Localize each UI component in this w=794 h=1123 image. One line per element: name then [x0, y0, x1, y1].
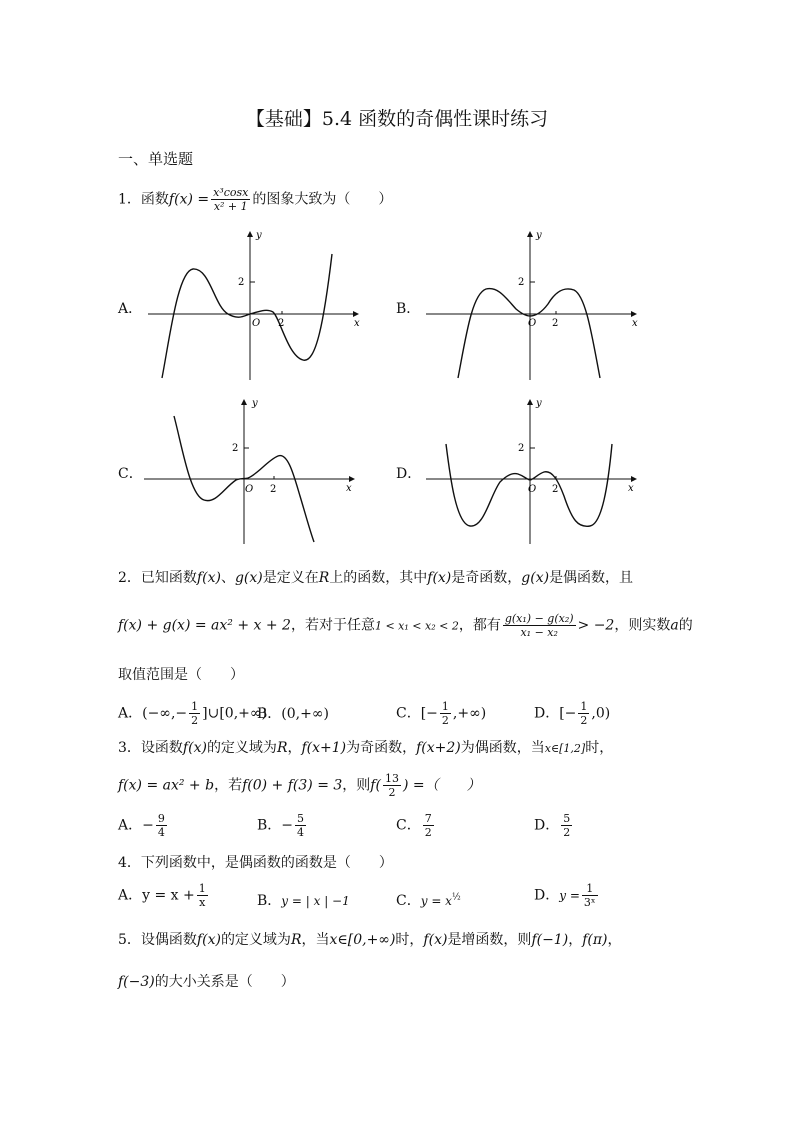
tick-y-2: 2 [518, 277, 525, 288]
q5-comma: ， [568, 932, 583, 948]
q5-text: 5．设偶函数 [118, 932, 197, 948]
q3-equation: f(x) = ax² + b [118, 777, 215, 794]
q5-text: 的定义域为 [220, 932, 291, 948]
numerator: 1 [198, 882, 206, 895]
q3-ask: f( [370, 777, 381, 794]
q2-g: g(x) [521, 570, 550, 586]
q4-option-a[interactable] [118, 882, 210, 909]
q1-fx: f(x) = [168, 191, 210, 208]
q2-g: g(x) [234, 570, 263, 586]
q5-text: 的大小关系是（ ） [154, 974, 295, 990]
y-label: y [536, 230, 542, 241]
q1-option-d-label[interactable]: D． [396, 466, 422, 482]
q2-text: ，若对于任意 [290, 617, 375, 634]
question-5-line-1 [118, 929, 622, 949]
numerator: 1 [580, 700, 588, 713]
question-3-line-1 [118, 737, 613, 757]
q2-sep: 、 [220, 570, 235, 586]
denominator: 2 [441, 714, 449, 727]
tick-x-2: 2 [278, 318, 285, 329]
tick-x-2: 2 [552, 484, 559, 495]
denominator: 3ˣ [583, 896, 596, 909]
q2-text: 是奇函数， [451, 570, 522, 586]
q2-denominator: x₁ − x₂ [520, 626, 558, 639]
x-label: x [346, 483, 352, 494]
q3-text: 为奇函数， [346, 740, 417, 756]
numerator: 1 [191, 700, 199, 713]
q3-fx: f(x) [182, 740, 207, 756]
question-5-line-2 [118, 971, 295, 991]
curve-b [458, 289, 600, 378]
tick-x-2: 2 [270, 484, 277, 495]
q2-a: a [670, 617, 679, 634]
q2-option-a-text: ]∪[0,+∞) [202, 705, 268, 722]
option-fraction [582, 882, 598, 909]
q2-text: 上的函数，其中 [329, 570, 428, 586]
y-label: y [252, 398, 258, 409]
question-2-line-1 [118, 567, 633, 587]
origin-label: O [528, 318, 537, 329]
option-exponent: ½ [451, 892, 461, 903]
denominator: 2 [424, 826, 432, 839]
q3-option-b[interactable] [257, 812, 308, 839]
q3-text: 时， [585, 740, 614, 756]
denominator: 2 [191, 714, 199, 727]
option-label: B． [257, 817, 282, 834]
q3-text: 3．设函数 [118, 740, 183, 756]
q3-ask-fraction [383, 772, 401, 799]
question-1 [118, 186, 392, 213]
q2-option-c-text: C．[− [396, 705, 438, 722]
x-label: x [628, 483, 634, 494]
q2-option-d[interactable] [534, 700, 610, 727]
q2-condition: 1 < x₁ < x₂ < 2 [374, 619, 459, 633]
q2-R: R [318, 570, 330, 586]
q3-text: ，则 [342, 777, 371, 794]
denominator: 2 [388, 786, 396, 799]
graph-a [148, 226, 364, 382]
q2-option-b[interactable]: B．(0,+∞) [257, 706, 329, 722]
x-label: x [354, 318, 360, 329]
question-3-line-2 [118, 772, 481, 799]
origin-label: O [252, 318, 261, 329]
q2-option-c[interactable] [396, 700, 486, 727]
q2-equation: f(x) + g(x) = ax² + x + 2 [118, 617, 291, 634]
q5-R: R [290, 932, 302, 948]
q2-inequality: > −2 [577, 617, 615, 634]
option-sign: − [142, 817, 154, 834]
q2-option-c-text: ,+∞) [452, 705, 487, 722]
denominator: 4 [157, 826, 165, 839]
denominator: 2 [563, 826, 571, 839]
q5-value-1: f(−1) [531, 932, 569, 948]
numerator: 1 [582, 882, 598, 896]
tick-x-2: 2 [552, 318, 559, 329]
q4-option-b[interactable] [257, 890, 350, 910]
q2-fraction [503, 612, 576, 639]
q5-comma: ， [607, 932, 622, 948]
numerator: 7 [424, 812, 432, 825]
option-fraction [156, 812, 167, 839]
option-label: C． [396, 893, 421, 909]
q1-fraction [211, 186, 250, 213]
origin-label: O [245, 484, 254, 495]
q2-option-a-fraction [189, 700, 200, 727]
q3-f1: f(x+1) [301, 740, 347, 756]
option-fraction [295, 812, 306, 839]
q5-text: 是增函数，则 [447, 932, 532, 948]
q1-number: 1． [118, 191, 141, 208]
page-title: 【基础】5.4 函数的奇偶性课时练习 [245, 108, 549, 130]
option-label: D． [534, 887, 560, 904]
tick-y-2: 2 [518, 443, 525, 454]
option-label: A． [118, 817, 143, 834]
q2-text: 是定义在 [262, 570, 319, 586]
q2-text: 的 [678, 617, 693, 634]
q2-f: f(x) [196, 570, 221, 586]
tick-y-2: 2 [238, 277, 245, 288]
option-label: B． [257, 893, 282, 909]
numerator: 5 [297, 812, 305, 825]
denominator: 2 [580, 714, 588, 727]
option-fraction [561, 812, 572, 839]
q5-fx: f(x) [196, 932, 221, 948]
graph-c [144, 396, 360, 546]
y-label: y [536, 398, 542, 409]
q5-fx: f(x) [423, 932, 448, 948]
option-fraction [423, 812, 434, 839]
q4-option-c[interactable] [396, 890, 461, 910]
q2-text: ，都有 [458, 617, 501, 634]
q2-option-a[interactable] [118, 700, 267, 727]
graph-d [426, 396, 642, 546]
q3-option-c[interactable] [396, 812, 436, 839]
q3-condition: f(0) + f(3) = 3 [242, 777, 343, 794]
q3-f2: f(x+2) [416, 740, 461, 756]
section-heading: 一、单选题 [118, 150, 194, 168]
numerator: 13 [384, 772, 399, 785]
q3-text: ， [287, 740, 302, 756]
question-2-line-3: 取值范围是（ ） [118, 667, 244, 683]
option-expr: y = x + [142, 887, 195, 904]
tick-y-2: 2 [232, 443, 239, 454]
q1-denominator: x² + 1 [213, 200, 248, 213]
q3-ask-end: ) =（ ） [402, 777, 481, 794]
option-label: A． [118, 887, 143, 904]
q2-option-c-fraction [440, 700, 451, 727]
option-label: C． [396, 817, 421, 834]
q2-option-d-fraction [578, 700, 589, 727]
question-2-line-2 [118, 612, 693, 639]
graph-b [426, 226, 642, 382]
option-sign: − [281, 817, 294, 834]
q2-option-a-text: A．(−∞,− [118, 705, 188, 722]
option-fraction [197, 882, 208, 909]
q1-post: 的图象大致为（ ） [252, 191, 393, 208]
q3-option-a[interactable] [118, 812, 169, 839]
q5-value-2: f(π) [582, 932, 608, 948]
option-expr: y = [559, 888, 580, 903]
q3-domain: x∈[1,2] [544, 742, 586, 755]
option-expr: y = | x | −1 [281, 894, 350, 908]
q1-pre: 函数 [140, 191, 169, 208]
q1-option-a-label[interactable]: A． [118, 301, 143, 317]
q2-option-d-text: D．[− [534, 705, 577, 722]
q5-text: 时， [395, 932, 424, 948]
q2-text: ，则实数 [614, 617, 671, 634]
origin-label: O [528, 484, 537, 495]
y-label: y [256, 230, 262, 241]
q2-numerator: g(x₁) − g(x₂) [504, 612, 574, 625]
option-expr: y = x [420, 894, 452, 908]
x-label: x [632, 318, 638, 329]
q1-option-c-label[interactable]: C． [118, 466, 143, 482]
q1-numerator: x³cosx [213, 186, 249, 199]
denominator: x [199, 896, 206, 909]
q1-option-b-label[interactable]: B． [396, 301, 421, 317]
curve-a [162, 254, 332, 378]
q3-option-d[interactable] [534, 812, 574, 839]
q3-text: 的定义域为 [206, 740, 277, 756]
q2-text: 是偶函数，且 [549, 570, 634, 586]
q4-option-d[interactable] [534, 882, 600, 909]
q2-option-d-text: ,0) [591, 705, 611, 722]
denominator: 4 [297, 826, 305, 839]
q5-value-3: f(−3) [118, 974, 155, 990]
question-4: 4．下列函数中，是偶函数的函数是（ ） [118, 855, 393, 871]
option-label: D． [534, 817, 560, 834]
numerator: 9 [157, 812, 165, 825]
numerator: 5 [563, 812, 571, 825]
q5-text: ，当 [301, 932, 330, 948]
q3-R: R [276, 740, 288, 756]
q2-text: 2．已知函数 [118, 570, 197, 586]
q3-text: ，若 [214, 777, 243, 794]
numerator: 1 [441, 700, 449, 713]
q2-f: f(x) [427, 570, 452, 586]
q5-domain: x∈[0,+∞) [329, 932, 396, 948]
q3-text: 为偶函数，当 [460, 740, 545, 756]
